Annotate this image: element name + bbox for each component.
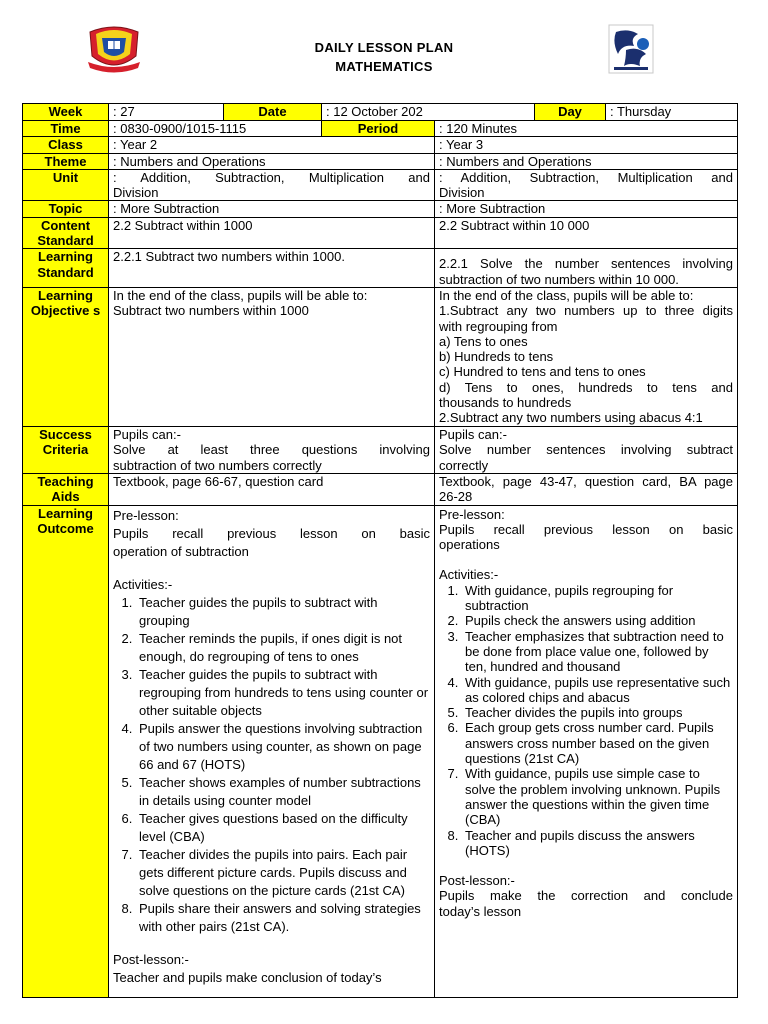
success-year2 xyxy=(109,426,435,473)
teaching-aids-year2: Textbook, page 66-67, question card xyxy=(109,473,435,505)
row-success-criteria xyxy=(23,426,738,473)
row-learning-outcome xyxy=(23,505,738,997)
objectives-year3-d2: thousands to hundreds xyxy=(439,395,572,411)
success-year3-line2: Solve number sentences involving subtract xyxy=(439,442,733,458)
post-lesson-heading-year3: Post-lesson:- xyxy=(439,873,515,889)
learning-standard-year3-line2: subtraction of two numbers within 10 000. xyxy=(439,271,679,287)
success-year3 xyxy=(435,426,738,473)
teaching-aids-year3-line1: Textbook, page 43-47, question card, BA page xyxy=(439,473,733,489)
content-standard-year3: 2.2 Subtract within 10 000 xyxy=(435,217,738,249)
activity-year2-7: 7. Teacher divides the pupils into pairs. Each pair gets different picture cards. Pupils discuss and solve questions on the picture cards (21st CA) xyxy=(136,846,430,900)
teaching-aids-year3 xyxy=(435,473,738,505)
unit-year3-line2: Division xyxy=(439,185,485,201)
theme-year2: : Numbers and Operations xyxy=(109,153,435,169)
activity-year3-7: 7. With guidance, pupils use simple case to solve the problem involving unknown. Pupils answer the questions within the given time (CBA) xyxy=(462,766,733,827)
activity-year2-3: 3. Teacher guides the pupils to subtract with regrouping from hundreds to tens using counter or other suitable objects xyxy=(136,666,430,720)
label-theme: Theme xyxy=(23,153,109,169)
activity-year3-8: 8. Teacher and pupils discuss the answers (HOTS) xyxy=(462,828,733,859)
row-unit xyxy=(23,169,738,201)
value-time: : 0830-0900/1015-1115 xyxy=(109,121,322,137)
post-lesson-heading-year2: Post-lesson:- xyxy=(113,951,189,967)
learning-standard-year2: 2.2.1 Subtract two numbers within 1000. xyxy=(109,249,435,288)
success-year3-line1: Pupils can:- xyxy=(439,426,507,442)
label-content-standard: Content Standard xyxy=(23,217,109,249)
row-time xyxy=(23,121,738,137)
objectives-year3-line1: In the end of the class, pupils will be able to: xyxy=(439,287,694,303)
spacer xyxy=(439,552,733,567)
pre-lesson-year3-line1: Pupils recall previous lesson on basic xyxy=(439,521,733,537)
value-day: : Thursday xyxy=(610,104,672,119)
lesson-plan-table xyxy=(22,103,738,998)
activity-year2-1: 1. Teacher guides the pupils to subtract with grouping xyxy=(136,594,430,630)
activity-year3-2: 2. Pupils check the answers using addition xyxy=(462,613,733,628)
success-year3-line3: correctly xyxy=(439,457,489,473)
activity-year3-6: 6. Each group gets cross number card. Pupils answers cross number based on the given questions (21st CA) xyxy=(462,720,733,766)
outcome-year2 xyxy=(109,505,435,997)
activity-year3-3: 3. Teacher emphasizes that subtraction need to be done from place value one, followed by ten, hundred and thousand xyxy=(462,629,733,675)
objectives-year3-a: a) Tens to ones xyxy=(439,333,528,349)
pre-lesson-year2-line1: Pupils recall previous lesson on basic xyxy=(113,525,430,541)
success-year2-line2: Solve at least three questions involving xyxy=(113,442,430,458)
activities-heading-year2: Activities:- xyxy=(113,576,173,592)
outcome-year3 xyxy=(435,505,738,997)
success-year2-line3: subtraction of two numbers correctly xyxy=(113,457,322,473)
education-emblem-logo xyxy=(608,24,654,74)
unit-year2 xyxy=(109,169,435,201)
row-learning-objectives xyxy=(23,287,738,426)
pre-lesson-year2-line2: operation of subtraction xyxy=(113,543,249,559)
row-content-standard xyxy=(23,217,738,249)
post-lesson-year3-line1: Pupils make the correction and conclude xyxy=(439,888,733,904)
activity-year2-8: 8. Pupils share their answers and solving strategies with other pairs (21st CA). xyxy=(136,900,430,936)
title-line-1: DAILY LESSON PLAN xyxy=(314,40,454,55)
learning-standard-year3-line1: 2.2.1 Solve the number sentences involving xyxy=(439,256,733,272)
activities-list-year3 xyxy=(439,583,733,858)
activity-year2-5: 5. Teacher shows examples of number subtractions in details using counter model xyxy=(136,774,430,810)
teaching-aids-year3-line2: 26-28 xyxy=(439,489,473,505)
learning-standard-year3 xyxy=(435,249,738,288)
unit-year2-line2: Division xyxy=(113,185,159,201)
label-learning-standard: Learning Standard xyxy=(23,249,109,288)
success-year2-line1: Pupils can:- xyxy=(113,426,181,442)
pre-lesson-heading-year2: Pre-lesson: xyxy=(113,507,179,523)
unit-year2-line1: : Addition, Subtraction, Multiplication and xyxy=(113,169,430,185)
activity-year3-5: 5. Teacher divides the pupils into groups xyxy=(462,705,733,720)
title-line-2: MATHEMATICS xyxy=(335,59,433,74)
row-teaching-aids xyxy=(23,473,738,505)
unit-year3-line1: : Addition, Subtraction, Multiplication and xyxy=(439,169,733,185)
objectives-year3-b: b) Hundreds to tens xyxy=(439,349,554,365)
label-teaching-aids: Teaching Aids xyxy=(23,473,109,505)
topic-year3: : More Subtraction xyxy=(435,201,738,217)
value-week: : 27 xyxy=(109,104,224,121)
class-year3: : Year 3 xyxy=(435,137,738,153)
document-header xyxy=(0,0,768,100)
label-date: Date xyxy=(224,104,322,121)
objectives-year3-d1: d) Tens to ones, hundreds to tens and xyxy=(439,379,733,395)
day-cell xyxy=(535,104,738,121)
topic-year2: : More Subtraction xyxy=(109,201,435,217)
activity-year3-1: 1. With guidance, pupils regrouping for subtraction xyxy=(462,583,733,614)
value-date: : 12 October 202 xyxy=(322,104,535,121)
row-theme xyxy=(23,153,738,169)
label-period: Period xyxy=(322,121,435,137)
objectives-year3-line3: with regrouping from xyxy=(439,318,558,334)
content-standard-year2: 2.2 Subtract within 1000 xyxy=(109,217,435,249)
label-success-criteria: Success Criteria xyxy=(23,426,109,473)
objectives-year3 xyxy=(435,287,738,426)
label-time: Time xyxy=(23,121,109,137)
activity-year2-2: 2. Teacher reminds the pupils, if ones digit is not enough, do regrouping of tens to ones xyxy=(136,630,430,666)
post-lesson-year2-text: Teacher and pupils make conclusion of today’s xyxy=(113,969,382,985)
pre-lesson-heading-year3: Pre-lesson: xyxy=(439,506,505,522)
objectives-year3-c: c) Hundred to tens and tens to ones xyxy=(439,364,646,380)
class-year2: : Year 2 xyxy=(109,137,435,153)
activities-heading-year3: Activities:- xyxy=(439,567,499,583)
value-period: : 120 Minutes xyxy=(435,121,738,137)
objectives-year2-line1: In the end of the class, pupils will be able to: xyxy=(113,287,368,303)
spacer xyxy=(439,858,733,873)
activity-year3-4: 4. With guidance, pupils use representative such as colored chips and abacus xyxy=(462,675,733,706)
spacer xyxy=(113,561,430,576)
activities-list-year2 xyxy=(113,594,430,936)
objectives-year3-line2: 1.Subtract any two numbers up to three digits xyxy=(439,303,733,319)
spacer xyxy=(113,936,430,951)
label-class: Class xyxy=(23,137,109,153)
post-lesson-year3-line2: today’s lesson xyxy=(439,903,522,919)
theme-year3: : Numbers and Operations xyxy=(435,153,738,169)
unit-year3 xyxy=(435,169,738,201)
label-week: Week xyxy=(23,104,109,121)
label-topic: Topic xyxy=(23,201,109,217)
row-learning-standard xyxy=(23,249,738,288)
objectives-year3-2: 2.Subtract any two numbers using abacus 4:1 xyxy=(439,410,703,426)
row-week xyxy=(23,104,738,121)
label-learning-outcome: Learning Outcome xyxy=(23,505,109,997)
activity-year2-6: 6. Teacher gives questions based on the difficulty level (CBA) xyxy=(136,810,430,846)
objectives-year2-line2: Subtract two numbers within 1000 xyxy=(113,303,309,319)
label-unit: Unit xyxy=(23,169,109,201)
row-topic xyxy=(23,201,738,217)
activity-year2-4: 4. Pupils answer the questions involving subtraction of two numbers using counter, as shown on page 66 and 67 (HOTS) xyxy=(136,720,430,774)
pre-lesson-year3-line2: operations xyxy=(439,537,500,553)
objectives-year2 xyxy=(109,287,435,426)
row-class xyxy=(23,137,738,153)
label-learning-objectives: Learning Objective s xyxy=(23,287,109,426)
label-day-box: Day xyxy=(535,104,606,120)
